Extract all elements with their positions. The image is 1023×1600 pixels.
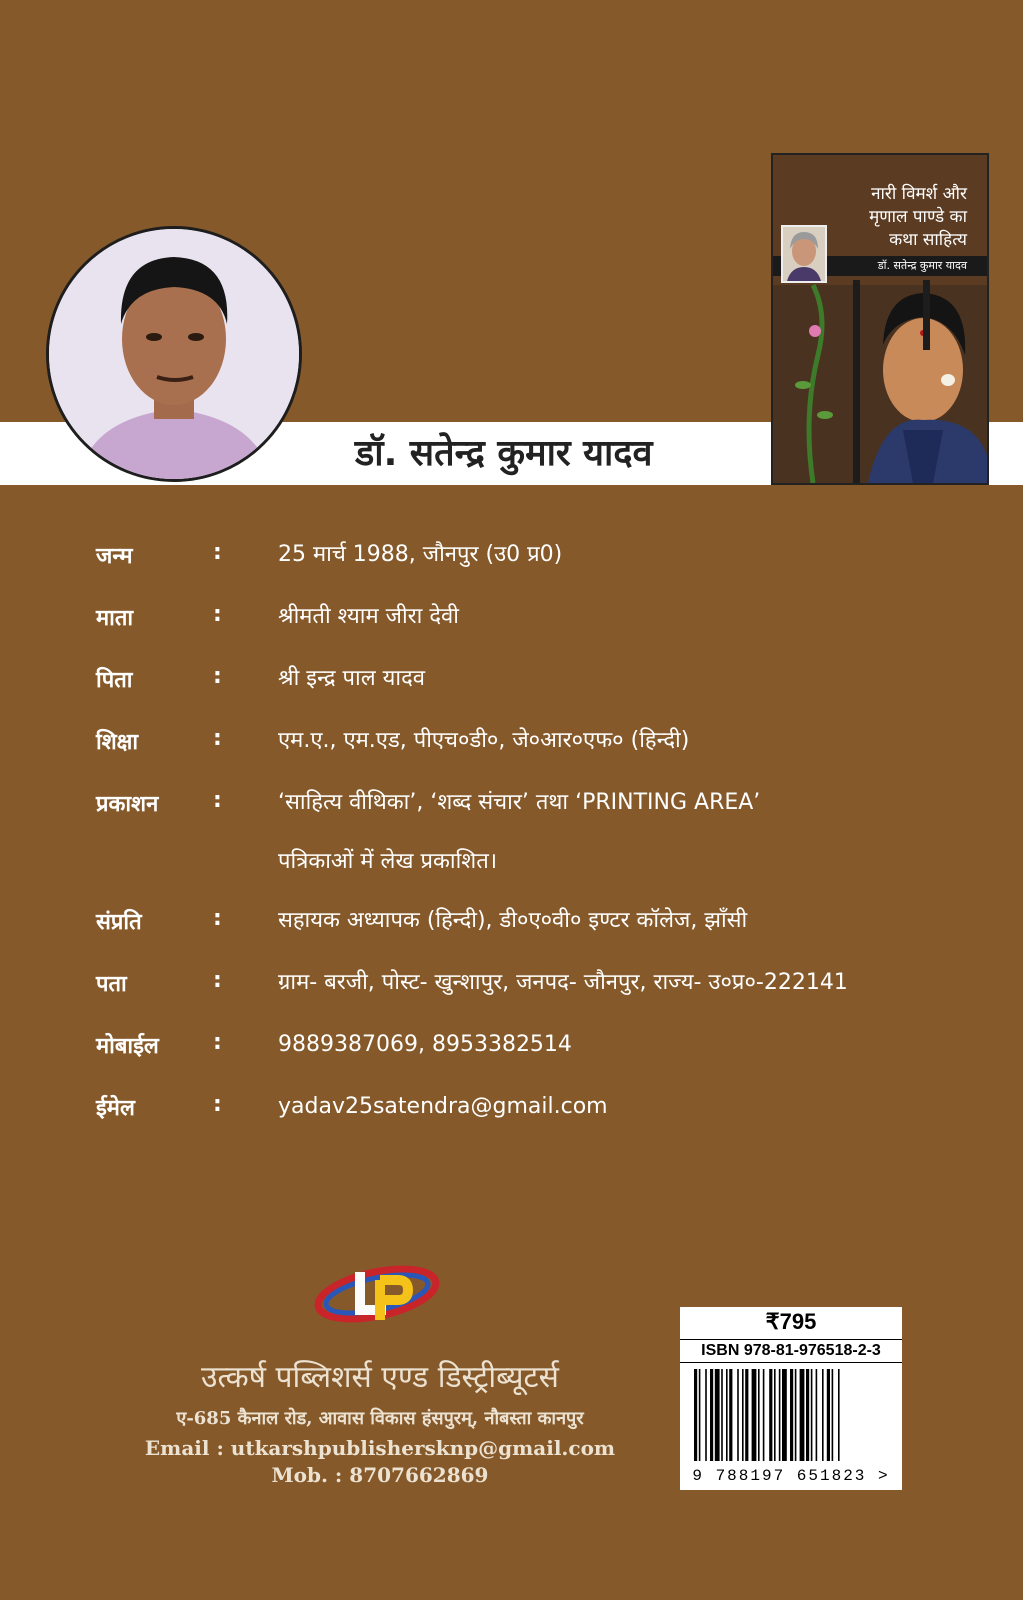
detail-value: एम.ए., एम.एड, पीएच०डी०, जे०आर०एफ० (हिन्दी) bbox=[278, 728, 690, 753]
detail-label: प्रकाशन bbox=[96, 792, 159, 817]
detail-colon: : bbox=[213, 968, 222, 993]
detail-row-publication bbox=[96, 788, 996, 906]
detail-value-continued: पत्रिकाओं में लेख प्रकाशित। bbox=[278, 849, 498, 874]
cover-title: नारी विमर्श और मृणाल पाण्डे का कथा साहित्य bbox=[869, 184, 967, 250]
book-cover-thumbnail bbox=[771, 153, 989, 485]
barcode-panel bbox=[680, 1307, 902, 1490]
up-logo-icon bbox=[312, 1258, 442, 1328]
detail-row-email bbox=[96, 1092, 996, 1154]
detail-row-birth bbox=[96, 540, 996, 602]
detail-value: yadav25satendra@gmail.com bbox=[278, 1094, 608, 1119]
detail-colon: : bbox=[213, 726, 222, 751]
detail-colon: : bbox=[213, 788, 222, 813]
detail-colon: : bbox=[213, 1030, 222, 1055]
detail-colon: : bbox=[213, 602, 222, 627]
detail-value: ग्राम- बरजी, पोस्ट- खुन्शापुर, जनपद- जौनपुर, राज्य- उ०प्र०-222141 bbox=[278, 970, 848, 995]
publisher-address: ए-685 कैनाल रोड, आवास विकास हंसपुरम्, नौबस्ता कानपुर bbox=[176, 1408, 584, 1429]
detail-value: सहायक अध्यापक (हिन्दी), डी०ए०वी० इण्टर कॉलेज, झाँसी bbox=[278, 908, 748, 933]
detail-label: मोबाईल bbox=[96, 1034, 159, 1059]
publisher-logo bbox=[312, 1258, 442, 1328]
detail-label: ईमेल bbox=[96, 1096, 135, 1121]
detail-label: पता bbox=[96, 972, 127, 997]
detail-label: संप्रति bbox=[96, 910, 142, 935]
publisher-name: उत्कर्ष पब्लिशर्स एण्ड डिस्ट्रीब्यूटर्स bbox=[201, 1360, 559, 1395]
author-name: डॉ. सतेन्द्र कुमार यादव bbox=[355, 433, 653, 474]
isbn-label: ISBN 978-81-976518-2-3 bbox=[680, 1339, 902, 1363]
detail-row-current-position bbox=[96, 906, 996, 968]
cover-portrait bbox=[781, 225, 827, 283]
detail-label: शिक्षा bbox=[96, 730, 139, 755]
barcode-digits: 9 788197 651823 > bbox=[692, 1467, 890, 1485]
detail-value: ‘साहित्य वीथिका’, ‘शब्द संचार’ तथा ‘PRINTING AREA’ bbox=[278, 790, 761, 815]
barcode-icon bbox=[680, 1365, 902, 1465]
cover-author: डॉ. सतेन्द्र कुमार यादव bbox=[877, 259, 967, 272]
detail-value: श्रीमती श्याम जीरा देवी bbox=[278, 604, 459, 629]
detail-row-father bbox=[96, 664, 996, 726]
publisher-email: Email : utkarshpublishersknp@gmail.com bbox=[144, 1436, 616, 1460]
detail-label: जन्म bbox=[96, 544, 133, 569]
author-photo bbox=[46, 226, 302, 482]
publisher-mobile: Mob. : 8707662869 bbox=[271, 1463, 489, 1487]
detail-row-mobile bbox=[96, 1030, 996, 1092]
detail-label: माता bbox=[96, 606, 134, 631]
detail-row-address bbox=[96, 968, 996, 1030]
detail-label: पिता bbox=[96, 668, 133, 693]
price-label: ₹795 bbox=[765, 1309, 817, 1334]
detail-value: 25 मार्च 1988, जौनपुर (उ0 प्र0) bbox=[278, 542, 563, 567]
detail-row-mother bbox=[96, 602, 996, 664]
detail-value: श्री इन्द्र पाल यादव bbox=[278, 666, 426, 691]
detail-colon: : bbox=[213, 540, 222, 565]
detail-value: 9889387069, 8953382514 bbox=[278, 1032, 572, 1057]
detail-colon: : bbox=[213, 906, 222, 931]
detail-colon: : bbox=[213, 1092, 222, 1117]
detail-row-education bbox=[96, 726, 996, 788]
author-details bbox=[96, 540, 996, 1154]
detail-colon: : bbox=[213, 664, 222, 689]
author-portrait-icon bbox=[49, 229, 299, 479]
cover-portrait-icon bbox=[783, 227, 825, 281]
